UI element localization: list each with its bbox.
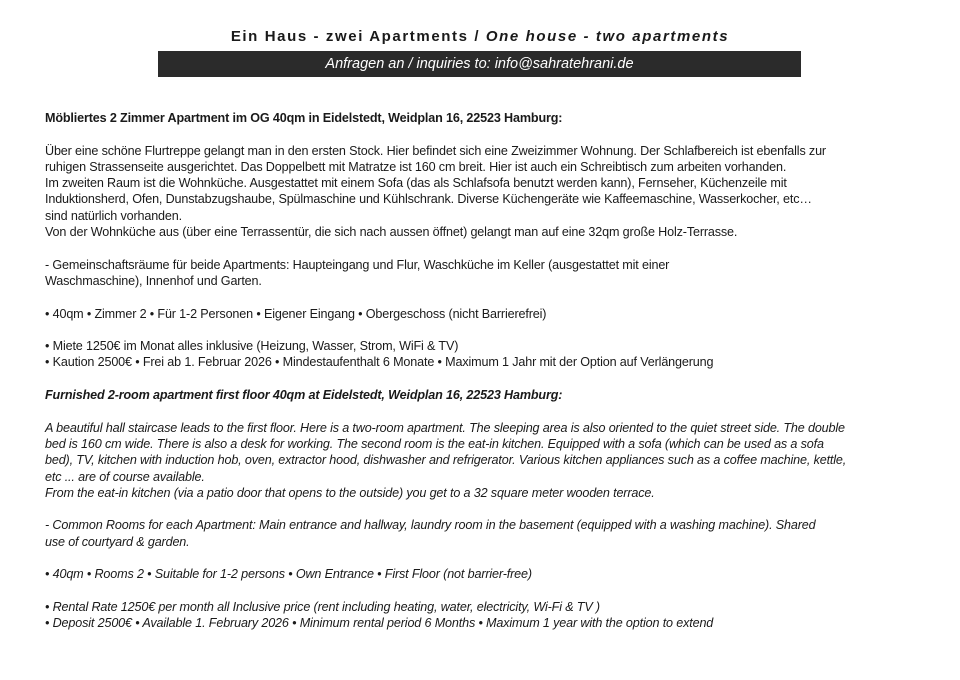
english-deposit: • Deposit 2500€ • Available 1. February 2026 • Minimum rental period 6 Months • Maximum 1 year with the option to extend — [45, 616, 714, 631]
title-separator: / — [468, 28, 486, 45]
english-description-line: A beautiful hall staircase leads to the first floor. Here is a two-room apartment. The sleeping area is also oriented to the quiet street side. The double — [45, 420, 845, 435]
title-german: Ein Haus - zwei Apartments — [230, 28, 469, 45]
german-common-line: - Gemeinschaftsräume für beide Apartments: Haupteingang und Flur, Waschküche im Keller (ausgestattet mit einer — [45, 257, 670, 272]
german-deposit: • Kaution 2500€ • Frei ab 1. Februar 2026 • Mindestaufenthalt 6 Monate • Maximum 1 Jahr mit der Option auf Verlängerung — [45, 355, 714, 370]
title-english: One house - two apartments — [485, 28, 730, 45]
english-common-line: use of courtyard & garden. — [45, 534, 190, 549]
german-description-line: sind natürlich vorhanden. — [45, 208, 182, 223]
inquiries-banner — [158, 51, 801, 77]
listing-content — [45, 110, 920, 632]
german-description — [45, 143, 920, 241]
page-title — [0, 28, 960, 45]
german-description-line: Induktionsherd, Ofen, Dunstabzugshaube, Spülmaschine und Kühlschrank. Diverse Küchengeräte wie Kaffeemaschine, Wasserkocher, etc… — [45, 192, 812, 207]
german-features: • 40qm • Zimmer 2 • Für 1-2 Personen • Eigener Eingang • Obergeschoss (nicht Barrierefrei) — [45, 306, 547, 321]
english-description-line: From the eat-in kitchen (via a patio door that opens to the outside) you get to a 32 square meter wooden terrace. — [45, 485, 655, 500]
english-common-rooms — [45, 517, 920, 550]
german-description-line: Von der Wohnküche aus (über eine Terrassentür, die sich nach aussen öffnet) gelangt man auf eine 32qm große Holz-Terrasse. — [45, 225, 738, 240]
german-common-rooms — [45, 257, 920, 290]
english-description — [45, 420, 920, 501]
english-rent: • Rental Rate 1250€ per month all Inclusive price (rent including heating, water, electricity, Wi-Fi & TV ) — [45, 599, 600, 614]
german-rent: • Miete 1250€ im Monat alles inklusive (Heizung, Wasser, Strom, WiFi & TV) — [45, 339, 459, 354]
inquiries-text: Anfragen an / inquiries to: info@sahratehrani.de — [325, 56, 634, 72]
english-common-line: - Common Rooms for each Apartment: Main entrance and hallway, laundry room in the basement (equipped with a washing machine). Shared — [45, 518, 816, 533]
german-description-line: Im zweiten Raum ist die Wohnküche. Ausgestattet mit einem Sofa (das als Schlafsofa benutzt werden kann), Fernseher, Küchenzeile mit — [45, 176, 787, 191]
english-features: • 40qm • Rooms 2 • Suitable for 1-2 persons • Own Entrance • First Floor (not barrier-free) — [45, 567, 532, 582]
german-heading: Möbliertes 2 Zimmer Apartment im OG 40qm in Eidelstedt, Weidplan 16, 22523 Hamburg: — [45, 111, 563, 125]
english-description-line: bed), TV, kitchen with induction hob, oven, extractor hood, dishwasher and refrigerator. Various kitchen appliances such as a coffee machine, kettle, — [45, 453, 847, 468]
english-description-line: bed is 160 cm wide. There is also a desk for working. The second room is the eat-in kitchen. Equipped with a sofa (which can be used as a sofa — [45, 436, 824, 451]
german-description-line: Über eine schöne Flurtreppe gelangt man in den ersten Stock. Hier befindet sich eine Zweizimmer Wohnung. Der Schlafbereich ist ebenfalls zur — [45, 143, 826, 158]
german-common-line: Waschmaschine), Innenhof und Garten. — [45, 273, 262, 288]
english-heading: Furnished 2-room apartment first floor 40qm at Eidelstedt, Weidplan 16, 22523 Hamburg: — [45, 388, 563, 403]
german-description-line: ruhigen Strassenseite ausgerichtet. Das Doppelbett mit Matratze ist 160 cm breit. Hier ist auch ein Schreibtisch zum arbeiten vorhanden. — [45, 159, 787, 174]
english-description-line: etc ... are of course available. — [45, 469, 205, 484]
